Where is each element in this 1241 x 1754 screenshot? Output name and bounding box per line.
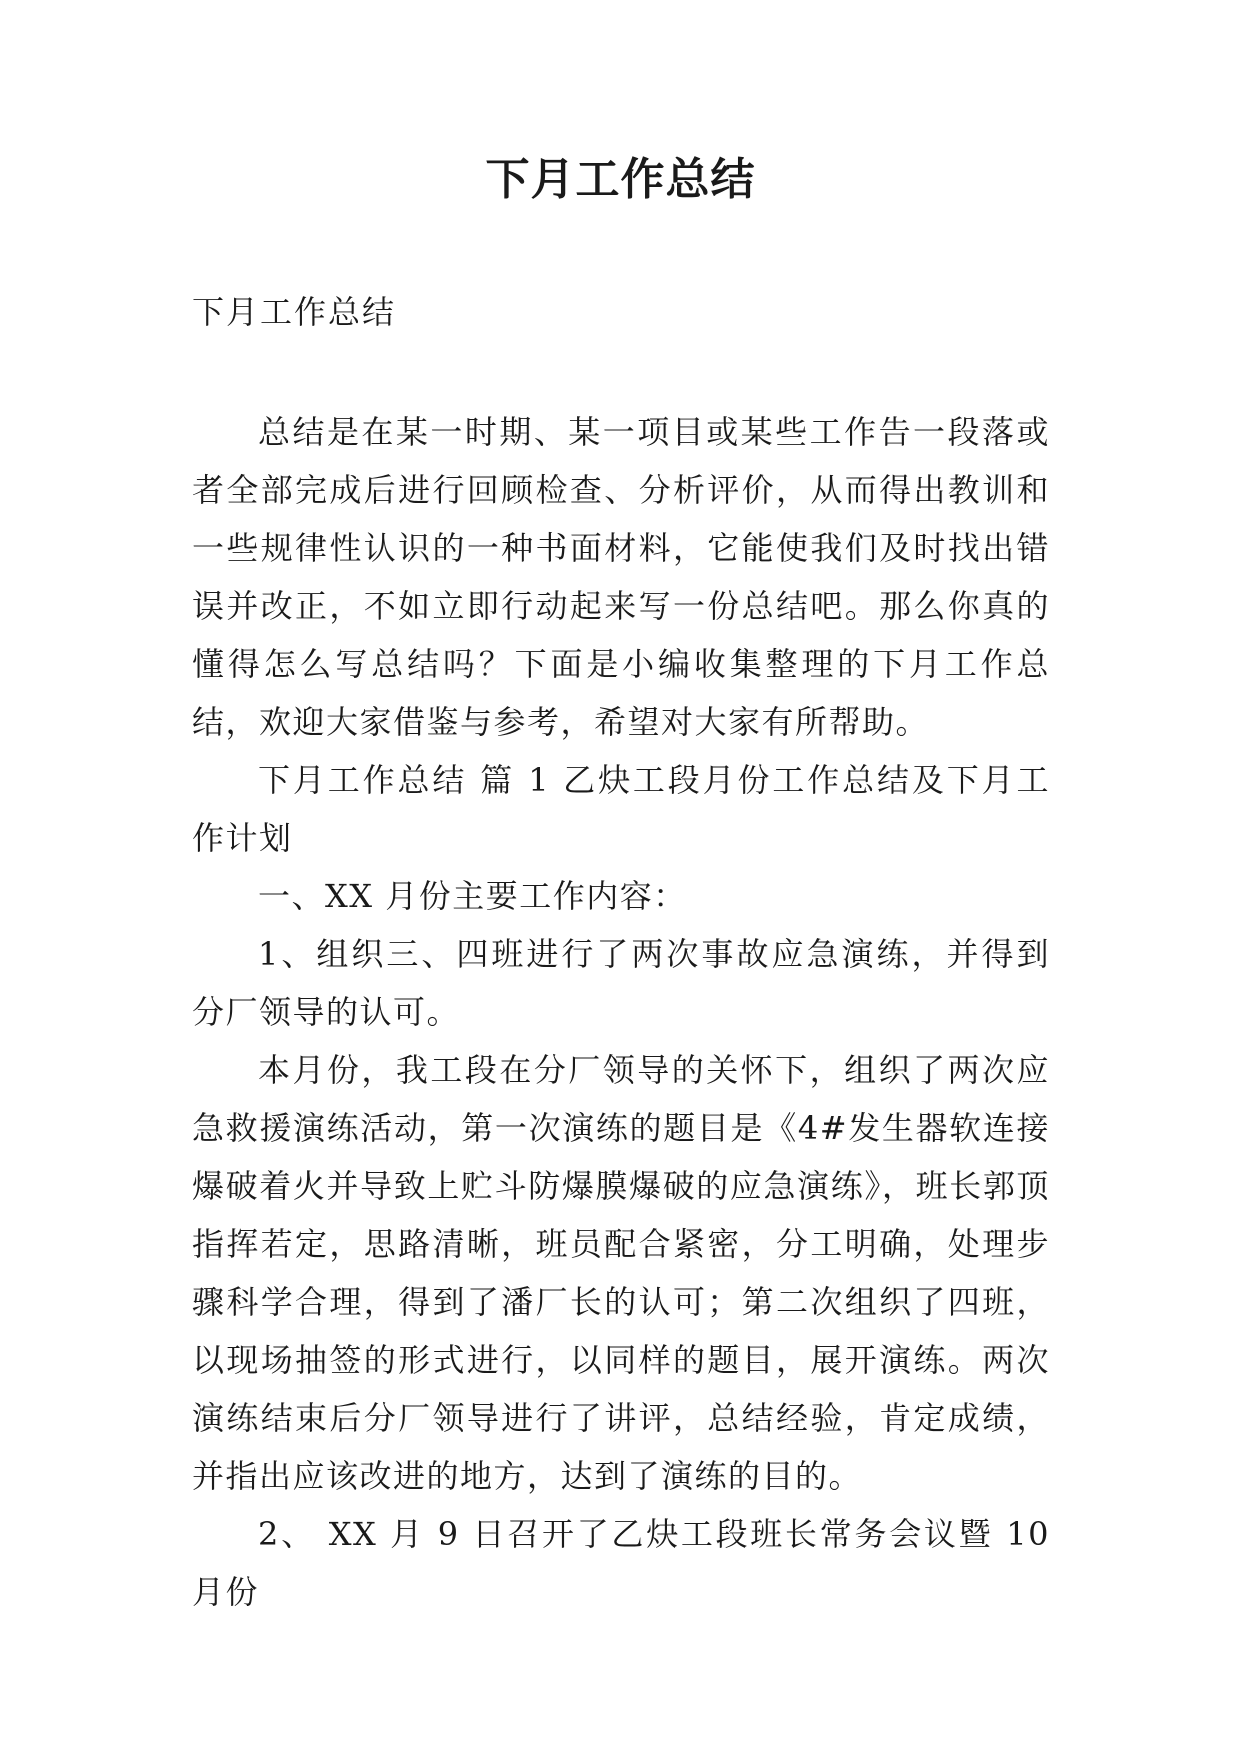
item-2-paragraph: 2、 XX 月 9 日召开了乙炔工段班长常务会议暨 10 月份 <box>192 1515 1050 1611</box>
document-body <box>192 403 1050 1621</box>
intro-paragraph: 总结是在某一时期、某一项目或某些工作告一段落或者全部完成后进行回顾检查、分析评价，从而得出教训和一些规律性认识的一种书面材料，它能使我们及时找出错误并改正，不如立即行动起来写一份总结吧。那么你真的懂得怎么写总结吗？下面是小编收集整理的下月工作总结，欢迎大家借鉴与参考，希望对大家有所帮助。 <box>192 413 1050 741</box>
drill-detail-paragraph: 本月份，我工段在分厂领导的关怀下，组织了两次应急救援演练活动，第一次演练的题目是《4#发生器软连接爆破着火并导致上贮斗防爆膜爆破的应急演练》，班长郭顶指挥若定，思路清晰，班员配合紧密，分工明确，处理步骤科学合理，得到了潘厂长的认可；第二次组织了四班，以现场抽签的形式进行，以同样的题目，展开演练。两次演练结束后分厂领导进行了讲评，总结经验，肯定成绩，并指出应该改进的地方，达到了演练的目的。 <box>192 1051 1050 1495</box>
document-title: 下月工作总结 <box>485 154 756 205</box>
document-subtitle: 下月工作总结 <box>192 293 397 331</box>
item-1-paragraph: 1、组织三、四班进行了两次事故应急演练，并得到分厂领导的认可。 <box>192 935 1050 1031</box>
section-heading-paragraph: 下月工作总结 篇 1 乙炔工段月份工作总结及下月工作计划 <box>192 761 1050 857</box>
work-content-heading: 一、XX 月份主要工作内容： <box>258 877 687 915</box>
